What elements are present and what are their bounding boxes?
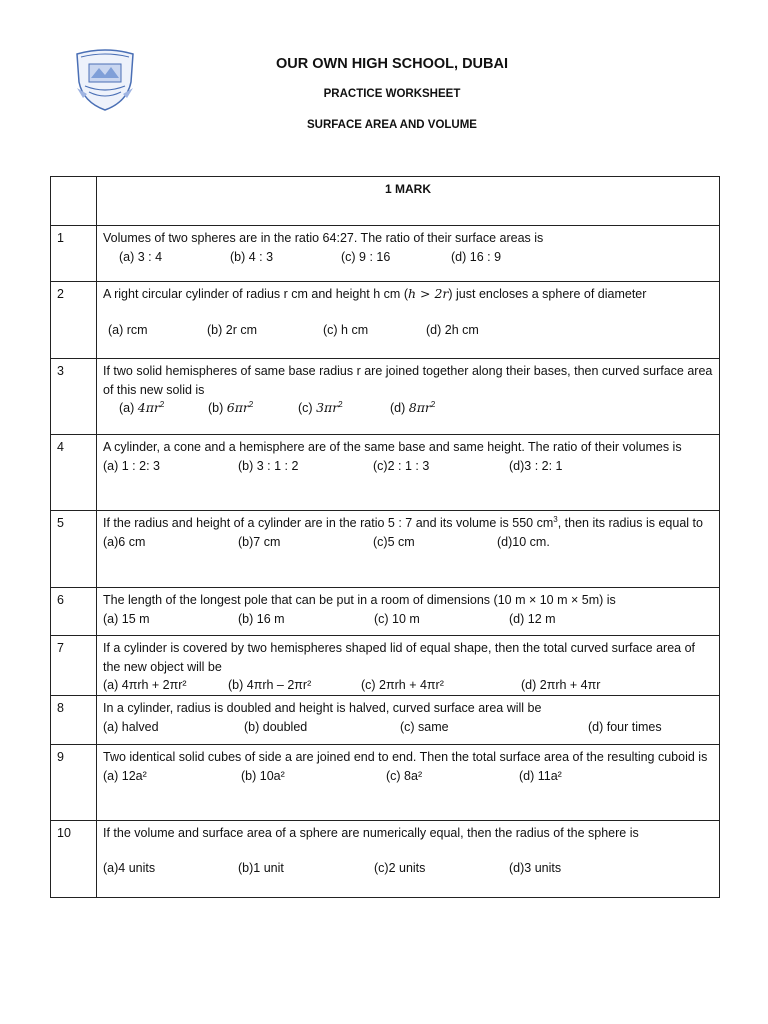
option-c: (c)5 cm [373, 534, 415, 549]
question-text: A cylinder, a cone and a hemisphere are of the same base and same height. The ratio of their volumes is [103, 440, 682, 454]
question-number: 7 [51, 636, 97, 696]
question-number: 8 [51, 696, 97, 745]
option-a: (a) 12a² [103, 768, 147, 783]
option-b: (b) 2r cm [207, 322, 257, 337]
option-c: (c) 8a² [386, 768, 423, 783]
option-b: (b)1 unit [238, 860, 284, 875]
question-number: 1 [51, 226, 97, 282]
option-a: (a)4 units [103, 860, 156, 875]
option-d: (d)3 : 2: 1 [509, 458, 563, 473]
option-d: (d) $8\pi r^2$ [390, 399, 436, 415]
number-header-cell [51, 177, 97, 226]
table-row [51, 226, 720, 282]
table-row [51, 588, 720, 636]
question-text: Two identical solid cubes of side a are joined end to end. Then the total surface area of the resulting cuboid is [103, 750, 708, 764]
option-a: (a) halved [103, 719, 159, 734]
option-a: (a)6 cm [103, 534, 146, 549]
table-row [51, 511, 720, 588]
section-heading: 1 MARK [97, 177, 720, 226]
option-c: (c) 9 : 16 [341, 249, 391, 264]
option-d: (d) 12 m [509, 611, 556, 626]
option-c: (c) $3\pi r^2$ [298, 399, 343, 415]
options-row [103, 321, 713, 340]
question-text: In a cylinder, radius is doubled and height is halved, curved surface area will be [103, 701, 542, 715]
options-row [103, 859, 713, 878]
question-number: 2 [51, 282, 97, 359]
option-c: (c) 2πrh + 4πr² [361, 678, 444, 692]
table-row [51, 282, 720, 359]
question-cell [97, 696, 720, 745]
question-text: A right circular cylinder of radius r cm and height h cm (h > 2r) just encloses a sphere of diameter [103, 286, 647, 301]
option-c: (c)2 units [374, 860, 426, 875]
worksheet-title: PRACTICE WORKSHEET [323, 88, 461, 100]
option-a: (a) rcm [108, 322, 148, 337]
options-row [103, 676, 713, 695]
question-text: If a cylinder is covered by two hemispheres shaped lid of equal shape, then the total curved surface area of the new object will be [103, 641, 696, 674]
question-number: 10 [51, 821, 97, 898]
question-text: The length of the longest pole that can be put in a room of dimensions (10 m × 10 m × 5m) is [103, 593, 616, 607]
question-text: Volumes of two spheres are in the ratio 64:27. The ratio of their surface areas is [103, 231, 544, 245]
question-cell [97, 588, 720, 636]
topic-title: SURFACE AREA AND VOLUME [307, 119, 477, 131]
option-a: (a) 3 : 4 [119, 249, 163, 264]
question-text: If the volume and surface area of a sphere are numerically equal, then the radius of the sphere is [103, 826, 639, 840]
option-b: (b) 4πrh – 2πr² [228, 678, 312, 692]
option-a: (a) 1 : 2: 3 [103, 458, 160, 473]
option-b: (b) doubled [244, 719, 308, 734]
option-b: (b) 4 : 3 [230, 249, 274, 264]
table-row [51, 359, 720, 435]
question-cell [97, 745, 720, 821]
option-d: (d)10 cm. [497, 534, 550, 549]
question-number: 3 [51, 359, 97, 435]
question-number: 5 [51, 511, 97, 588]
question-cell [97, 359, 720, 435]
table-row [51, 435, 720, 511]
question-cell [97, 511, 720, 588]
question-number: 9 [51, 745, 97, 821]
question-number: 4 [51, 435, 97, 511]
option-a: (a) 4πrh + 2πr² [103, 678, 187, 692]
option-c: (c)2 : 1 : 3 [373, 458, 430, 473]
option-c: (c) 10 m [374, 611, 420, 626]
option-d: (d) 11a² [519, 768, 562, 783]
options-row [103, 399, 713, 418]
option-a: (a) $4\pi r^2$ [119, 399, 165, 415]
question-cell [97, 282, 720, 359]
options-row [103, 457, 713, 476]
question-cell [97, 821, 720, 898]
questions-table [50, 176, 720, 898]
question-number: 6 [51, 588, 97, 636]
table-row [51, 636, 720, 696]
option-b: (b) 3 : 1 : 2 [238, 458, 299, 473]
option-b: (b)7 cm [238, 534, 281, 549]
table-row [51, 745, 720, 821]
option-c: (c) same [400, 719, 449, 734]
option-d: (d) four times [588, 719, 662, 734]
options-row [103, 767, 713, 786]
question-cell [97, 435, 720, 511]
option-b: (b) $6\pi r^2$ [208, 399, 254, 415]
math-expression: h > 2r [407, 286, 449, 301]
option-d: (d) 16 : 9 [451, 249, 502, 264]
options-row [103, 533, 713, 552]
options-row [103, 718, 713, 737]
option-d: (d)3 units [509, 860, 562, 875]
option-b: (b) 10a² [241, 768, 285, 783]
question-cell [97, 636, 720, 696]
question-text: If two solid hemispheres of same base radius r are joined together along their bases, then curved surface area of this new solid is [103, 364, 713, 397]
option-d: (d) 2πrh + 4πr [521, 678, 601, 692]
option-d: (d) 2h cm [426, 322, 479, 337]
options-row [103, 248, 713, 267]
school-name: OUR OWN HIGH SCHOOL, DUBAI [276, 56, 508, 72]
table-row [51, 696, 720, 745]
option-c: (c) h cm [323, 322, 369, 337]
option-b: (b) 16 m [238, 611, 285, 626]
table-row [51, 821, 720, 898]
table-header-row [51, 177, 720, 226]
option-a: (a) 15 m [103, 611, 150, 626]
options-row [103, 610, 713, 629]
question-text: If the radius and height of a cylinder are in the ratio 5 : 7 and its volume is 550 $cm^3$, then its radius is equal to [103, 514, 703, 530]
question-cell [97, 226, 720, 282]
